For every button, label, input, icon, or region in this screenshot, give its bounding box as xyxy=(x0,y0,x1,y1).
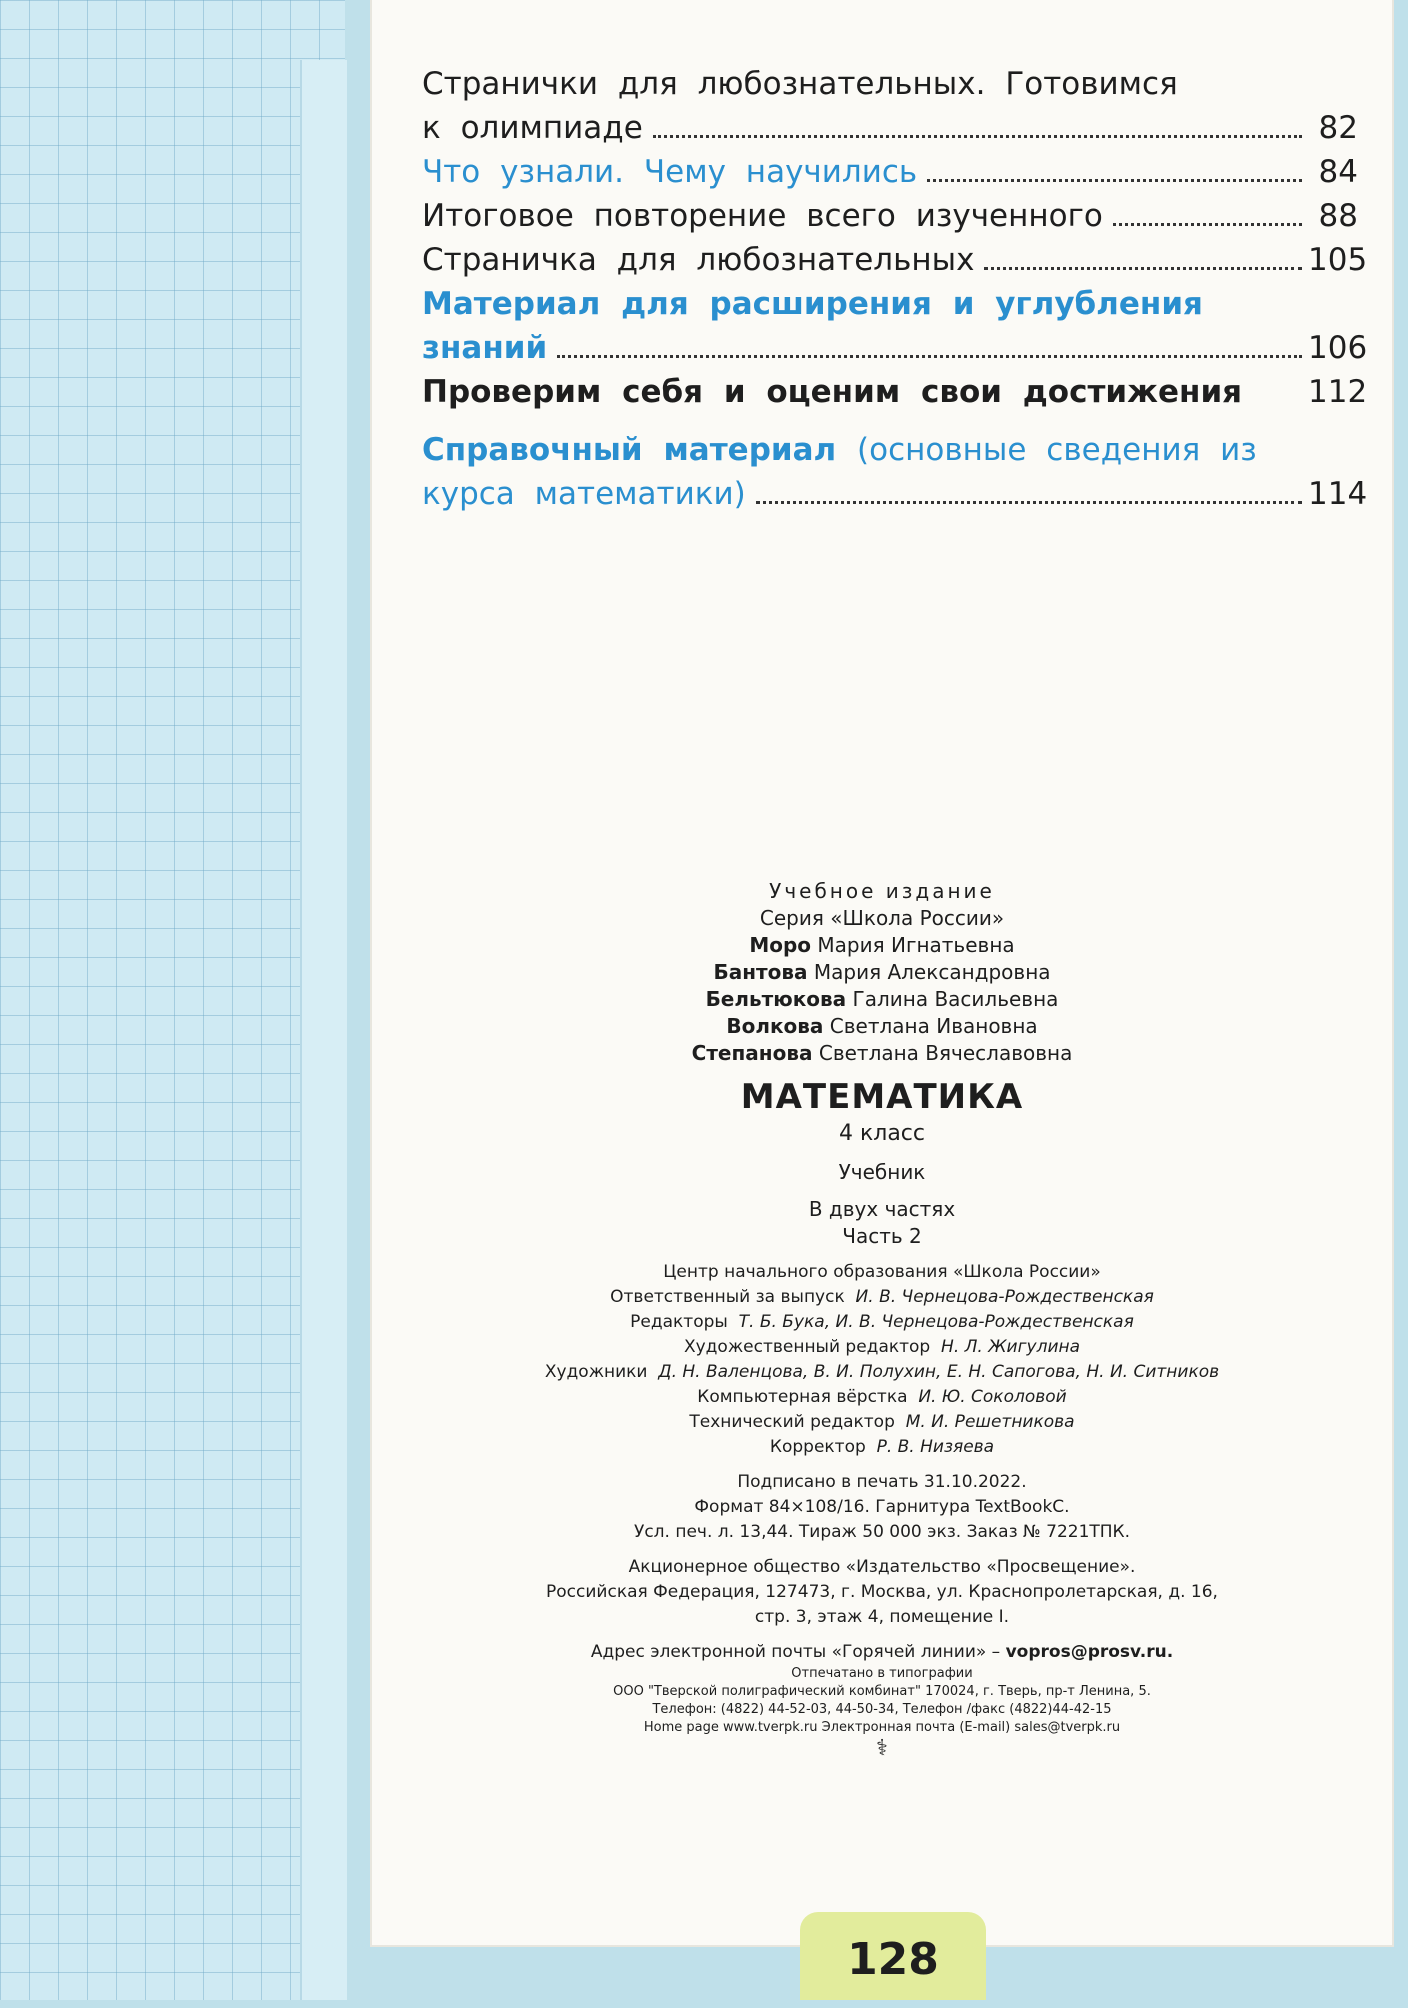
staff-line: Технический редактор М. И. Решетникова xyxy=(689,1412,1075,1432)
grid-paper-strip xyxy=(0,0,345,2000)
toc-entry-title-cont: курса математики) xyxy=(422,476,746,512)
address-line: стр. 3, этаж 4, помещение I. xyxy=(754,1607,1010,1627)
toc-entry-title-cont: знаний xyxy=(422,330,548,366)
signed-date: Подписано в печать 31.10.2022. xyxy=(737,1472,1027,1492)
author-line: Моро Мария Игнатьевна xyxy=(749,933,1015,957)
dot-leader xyxy=(1113,223,1302,226)
staff-line: Художественный редактор Н. Л. Жигулина xyxy=(683,1337,1081,1357)
toc-entry-title-rest: (основные сведения из xyxy=(857,432,1257,468)
parts-label: В двух частях xyxy=(808,1197,956,1221)
toc-page-number: 112 xyxy=(1308,374,1368,410)
toc-entry xyxy=(422,428,1368,516)
toc-entry-title-cont: к олимпиаде xyxy=(422,110,643,146)
printer-phones: Телефон: (4822) 44-52-03, 44-50-34, Телефон /факс (4822)44-42-15 xyxy=(652,1702,1112,1717)
author-line: Волкова Светлана Ивановна xyxy=(726,1014,1038,1038)
toc-page-number: 82 xyxy=(1318,110,1358,146)
toc-entry xyxy=(422,150,1358,194)
staff-line: Центр начального образования «Школа России» xyxy=(663,1262,1101,1282)
toc-entry-title: Материал для расширения и углубления xyxy=(422,286,1203,322)
edition-label: Учебное издание xyxy=(769,879,995,903)
staff-line: Корректор Р. В. Низяева xyxy=(769,1437,995,1457)
grade-label: 4 класс xyxy=(838,1121,925,1146)
toc-entry-title: Проверим себя и оценим свои достижения xyxy=(422,374,1243,410)
part-label: Часть 2 xyxy=(842,1224,922,1248)
page-number: 128 xyxy=(800,1912,986,2000)
toc-entry-title: Справочный материал xyxy=(422,432,837,468)
toc-page-number: 106 xyxy=(1308,330,1368,366)
author-line: Степанова Светлана Вячеславовна xyxy=(691,1041,1073,1065)
print-run-line: Усл. печ. л. 13,44. Тираж 50 000 экз. Заказ № 7221ТПК. xyxy=(633,1522,1131,1542)
toc-entry-title: Что узнали. Чему научились xyxy=(422,154,918,190)
hotline-line: Адрес электронной почты «Горячей линии» – vopros@prosv.ru. xyxy=(590,1642,1174,1662)
dot-leader xyxy=(653,135,1302,138)
toc-entry-title: Страничка для любознательных xyxy=(422,242,975,278)
printer-name: ООО "Тверской полиграфический комбинат" 170024, г. Тверь, пр-т Ленина, 5. xyxy=(613,1684,1151,1699)
dot-leader xyxy=(927,179,1302,182)
author-line: Бантова Мария Александровна xyxy=(713,960,1051,984)
publisher-line: Акционерное общество «Издательство «Просвещение». xyxy=(628,1557,1136,1577)
toc-page-number: 84 xyxy=(1318,154,1358,190)
dot-leader xyxy=(557,355,1302,358)
dot-leader xyxy=(756,501,1302,504)
book-title: МАТЕМАТИКА xyxy=(740,1077,1024,1117)
toc-page-number: 114 xyxy=(1308,476,1368,512)
staff-line: Ответственный за выпуск И. В. Чернецова-Рождественская xyxy=(610,1287,1154,1307)
printer-logo-icon: ⚕ xyxy=(876,1736,888,1761)
staff-line: Редакторы Т. Б. Бука, И. В. Чернецова-Рождественская xyxy=(630,1312,1134,1332)
author-line: Бельтюкова Галина Васильевна xyxy=(705,987,1059,1011)
staff-line: Художники Д. Н. Валенцова, В. И. Полухин, Е. Н. Сапогова, Н. И. Ситников xyxy=(544,1362,1220,1382)
series-label: Серия «Школа России» xyxy=(759,906,1005,930)
address-line: Российская Федерация, 127473, г. Москва, ул. Краснопролетарская, д. 16, xyxy=(546,1582,1218,1602)
hotline-email: vopros@prosv.ru. xyxy=(1005,1642,1174,1662)
book-page xyxy=(372,0,1392,1945)
toc-entry xyxy=(422,238,1368,282)
staff-line: Компьютерная вёрстка И. Ю. Соколовой xyxy=(697,1387,1067,1407)
toc-entry-title: Странички для любознательных. Готовимся xyxy=(422,66,1178,102)
dot-leader xyxy=(984,267,1302,270)
format-line: Формат 84×108/16. Гарнитура TextBookC. xyxy=(694,1497,1070,1517)
toc-entry xyxy=(422,62,1358,150)
table-of-contents xyxy=(422,62,1368,516)
printer-intro: Отпечатано в типографии xyxy=(791,1666,973,1681)
printer-web: Home page www.tverpk.ru Электронная почта (E-mail) sales@tverpk.ru xyxy=(643,1720,1121,1735)
toc-entry-title: Итоговое повторение всего изученного xyxy=(422,198,1103,234)
toc-entry xyxy=(422,370,1368,414)
imprint-block xyxy=(372,878,1392,1761)
book-type: Учебник xyxy=(838,1160,926,1184)
toc-page-number: 105 xyxy=(1308,242,1368,278)
toc-entry xyxy=(422,282,1368,370)
toc-entry xyxy=(422,194,1358,238)
toc-page-number: 88 xyxy=(1318,198,1358,234)
cover-flap xyxy=(300,60,347,2000)
